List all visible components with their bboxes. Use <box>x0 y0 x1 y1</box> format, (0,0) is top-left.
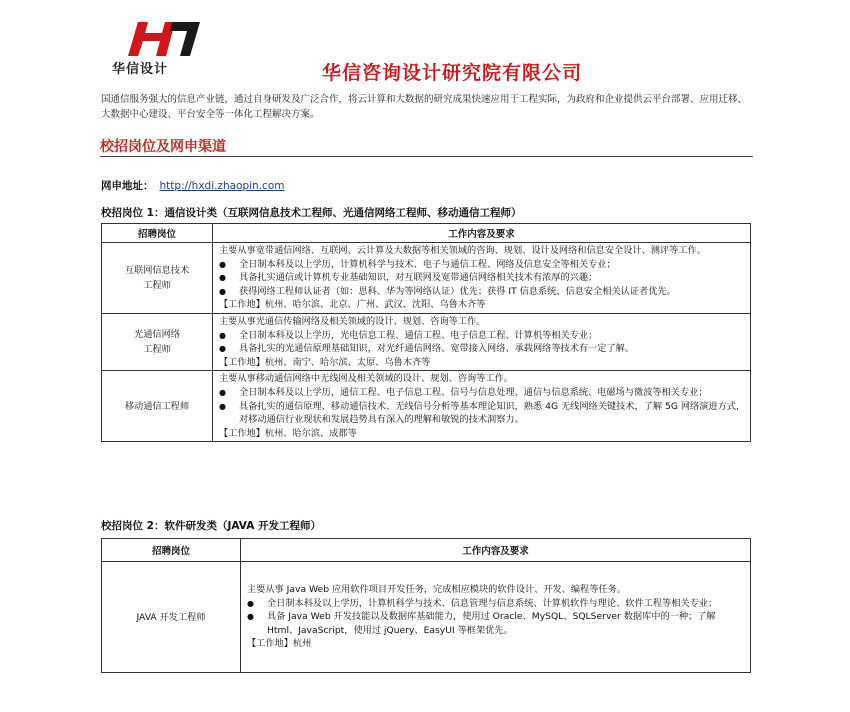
category-1-heading: 校招岗位 1：通信设计类（互联网信息技术工程师、光通信网络工程师、移动通信工程师） <box>101 207 522 219</box>
job-location: 【工作地】杭州、哈尔滨、成都等 <box>219 427 357 439</box>
table-header-row <box>102 224 751 243</box>
bullet-icon: ● <box>219 330 226 340</box>
list-item: ● 全日制本科及以上学历，通信工程、电子信息工程、信号与信息处理、通信与信息系统、电磁场与微波等相关专业； <box>219 386 708 398</box>
col-content-header: 工作内容及要求 <box>241 539 751 562</box>
position-name: 工程师 <box>143 344 171 356</box>
position-name: 互联网信息技术 <box>124 264 190 276</box>
list-item: ● 具备扎实的通信原理、移动通信技术、无线信号分析等基本理论知识，熟悉 4G 无线网络关键技术，了解 5G 网络演进方式，对移动通信行业现状和发展趋势具有深入的理解和敏锐的技术洞察力。 <box>219 400 746 426</box>
position-name: 光通信网络 <box>134 329 180 341</box>
section-divider <box>100 156 753 157</box>
bullet-icon: ● <box>219 286 226 296</box>
job-intro: 主要从事移动通信网络中无线网及相关领域的设计、规划、咨询等工作。 <box>219 373 513 385</box>
list-item: ● 全日制本科及以上学历，计算机科学与技术、电子与通信工程、网络及信息安全等相关专业； <box>219 258 616 270</box>
category-1-table <box>101 223 751 442</box>
table-row <box>102 243 751 314</box>
company-logo-icon <box>122 16 202 60</box>
table-row <box>102 371 751 442</box>
content-cell <box>213 243 751 314</box>
position-name: 移动通信工程师 <box>124 400 190 412</box>
list-item: ● 获得网络工程师认证者（如：思科、华为等网络认证）优先；获得 IT 信息系统、信息安全相关认证者优先。 <box>219 285 676 297</box>
table-header-row <box>102 539 751 562</box>
list-item: ● 具备扎实通信或计算机专业基础知识，对互联网及宽带通信网络相关技术有浓厚的兴趣； <box>219 272 598 284</box>
job-intro: 主要从事宽带通信网络、互联网、云计算及大数据等相关领域的咨询、规划、设计及网络和信息安全设计、测评等工作。 <box>219 245 706 256</box>
col-position-header: 招聘岗位 <box>102 539 241 562</box>
bullet-icon: ● <box>219 387 226 397</box>
job-intro: 主要从事 Java Web 应用软件项目开发任务，完成相应模块的软件设计、开发、编程等任务。 <box>247 584 626 596</box>
col-position-header: 招聘岗位 <box>102 224 213 243</box>
list-item: ● 全日制本科及以上学历，计算机科学与技术、信息管理与信息系统、计算机软件与理论、软件工程等相关专业； <box>247 597 718 609</box>
section-title: 校招岗位及网申渠道 <box>100 139 226 155</box>
bullet-icon: ● <box>219 401 226 411</box>
job-location: 【工作地】杭州、哈尔滨、北京、广州、武汉、沈阳、乌鲁木齐等 <box>219 299 486 311</box>
company-name: 华信咨询设计研究院有限公司 <box>322 62 583 84</box>
list-item: ● 具备扎实的光通信原理基础知识，对光纤通信网络、宽带接入网络、承载网络等技术有一定了解。 <box>219 343 635 355</box>
content-cell <box>213 371 751 442</box>
content-cell <box>213 313 751 370</box>
intro-paragraph: 国通信服务强大的信息产业链，通过自身研发及广泛合作，将云计算和大数据的研究成果快速应用于工程实际，为政府和企业提供云平台部署、应用迁移、大数据中心建设、平台安全等一体化工程解决方案。 <box>101 94 748 120</box>
table-row <box>102 562 751 673</box>
position-cell <box>102 243 213 314</box>
bullet-icon: ● <box>247 598 254 608</box>
apply-link[interactable]: http://hxdi.zhaopin.com <box>159 180 285 192</box>
job-location: 【工作地】杭州、南宁、哈尔滨、太原、乌鲁木齐等 <box>219 356 431 368</box>
position-cell <box>102 371 213 442</box>
bullet-icon: ● <box>219 259 226 269</box>
content-cell <box>241 562 751 673</box>
position-cell <box>102 562 241 673</box>
position-cell <box>102 313 213 370</box>
job-location: 【工作地】杭州 <box>247 638 312 650</box>
apply-address <box>101 178 284 193</box>
bullet-icon: ● <box>247 612 254 622</box>
col-content-header: 工作内容及要求 <box>213 224 751 243</box>
position-name: JAVA 开发工程师 <box>136 611 206 623</box>
logo-text: 华信设计 <box>112 62 169 77</box>
list-item: ● 具备 Java Web 开发技能以及数据库基础能力，使用过 Oracle、MySQL、SQLServer 数据库中的一种；了解 Html、JavaScript，使用过 jQuery、EasyUI 等框架优先。 <box>247 611 716 636</box>
list-item: ● 全日制本科及以上学历，光电信息工程、通信工程、电子信息工程、计算机等相关专业； <box>219 329 598 341</box>
job-intro: 主要从事光通信传输网络及相关领域的设计、规划、咨询等工作。 <box>219 315 486 327</box>
table-row <box>102 313 751 370</box>
bullet-icon: ● <box>219 344 226 354</box>
bullet-icon: ● <box>219 273 226 283</box>
category-2-heading: 校招岗位 2：软件研发类（JAVA 开发工程师） <box>101 520 321 532</box>
position-name: 工程师 <box>143 279 171 291</box>
apply-label: 网申地址： <box>101 180 154 192</box>
category-2-table <box>101 538 751 673</box>
